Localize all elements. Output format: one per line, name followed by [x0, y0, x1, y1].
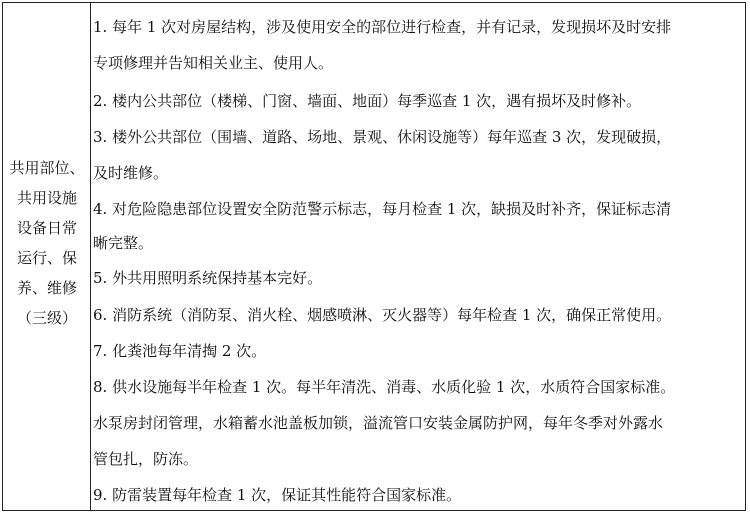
content-cell	[91, 3, 745, 510]
category-label-line: （三级）	[16, 309, 77, 327]
content-line: 9. 防雷装置每年检查 1 次，保证其性能符合国家标准。	[93, 486, 462, 504]
category-label-line: 运行、保	[16, 249, 77, 267]
content-line: 2. 楼内公共部位（楼梯、门窗、墙面、地面）每季巡查 1 次，遇有损坏及时修补。	[93, 92, 642, 110]
content-line: 3. 楼外公共部位（围墙、道路、场地、景观、休闲设施等）每年巡查 3 次，发现破损，	[93, 128, 672, 146]
content-line: 专项修理并告知相关业主、使用人。	[93, 54, 334, 72]
category-label-line: 共用部位、	[9, 159, 85, 177]
category-label-line: 设备日常	[16, 219, 77, 237]
category-cell	[3, 3, 91, 510]
content-line: 6. 消防系统（消防泵、消火栓、烟感喷淋、灭火器等）每年检查 1 次，确保正常使用。	[93, 306, 672, 324]
category-label	[3, 153, 91, 333]
content-line: 晰完整。	[93, 234, 154, 252]
content-line: 7. 化粪池每年清掏 2 次。	[93, 342, 267, 360]
content-line: 管包扎，防冻。	[93, 450, 199, 468]
maintenance-table	[2, 2, 746, 511]
content-line: 及时维修。	[93, 164, 169, 182]
content-line: 水泵房封闭管理，水箱蓄水池盖板加锁，溢流管口安装金属防护网，每年冬季对外露水	[93, 414, 664, 432]
content-line: 5. 外共用照明系统保持基本完好。	[93, 269, 323, 287]
category-label-line: 共用设施	[16, 189, 77, 207]
content-line: 1. 每年 1 次对房屋结构，涉及使用安全的部位进行检查，并有记录，发现损坏及时安排	[93, 18, 672, 36]
content-line: 8. 供水设施每半年检查 1 次。每半年清洗、消毒、水质化验 1 次，水质符合国家标准。	[93, 378, 676, 396]
content-line: 4. 对危险隐患部位设置安全防范警示标志，每月检查 1 次，缺损及时补齐，保证标志清	[93, 200, 672, 218]
category-label-line: 养、维修	[16, 279, 77, 297]
